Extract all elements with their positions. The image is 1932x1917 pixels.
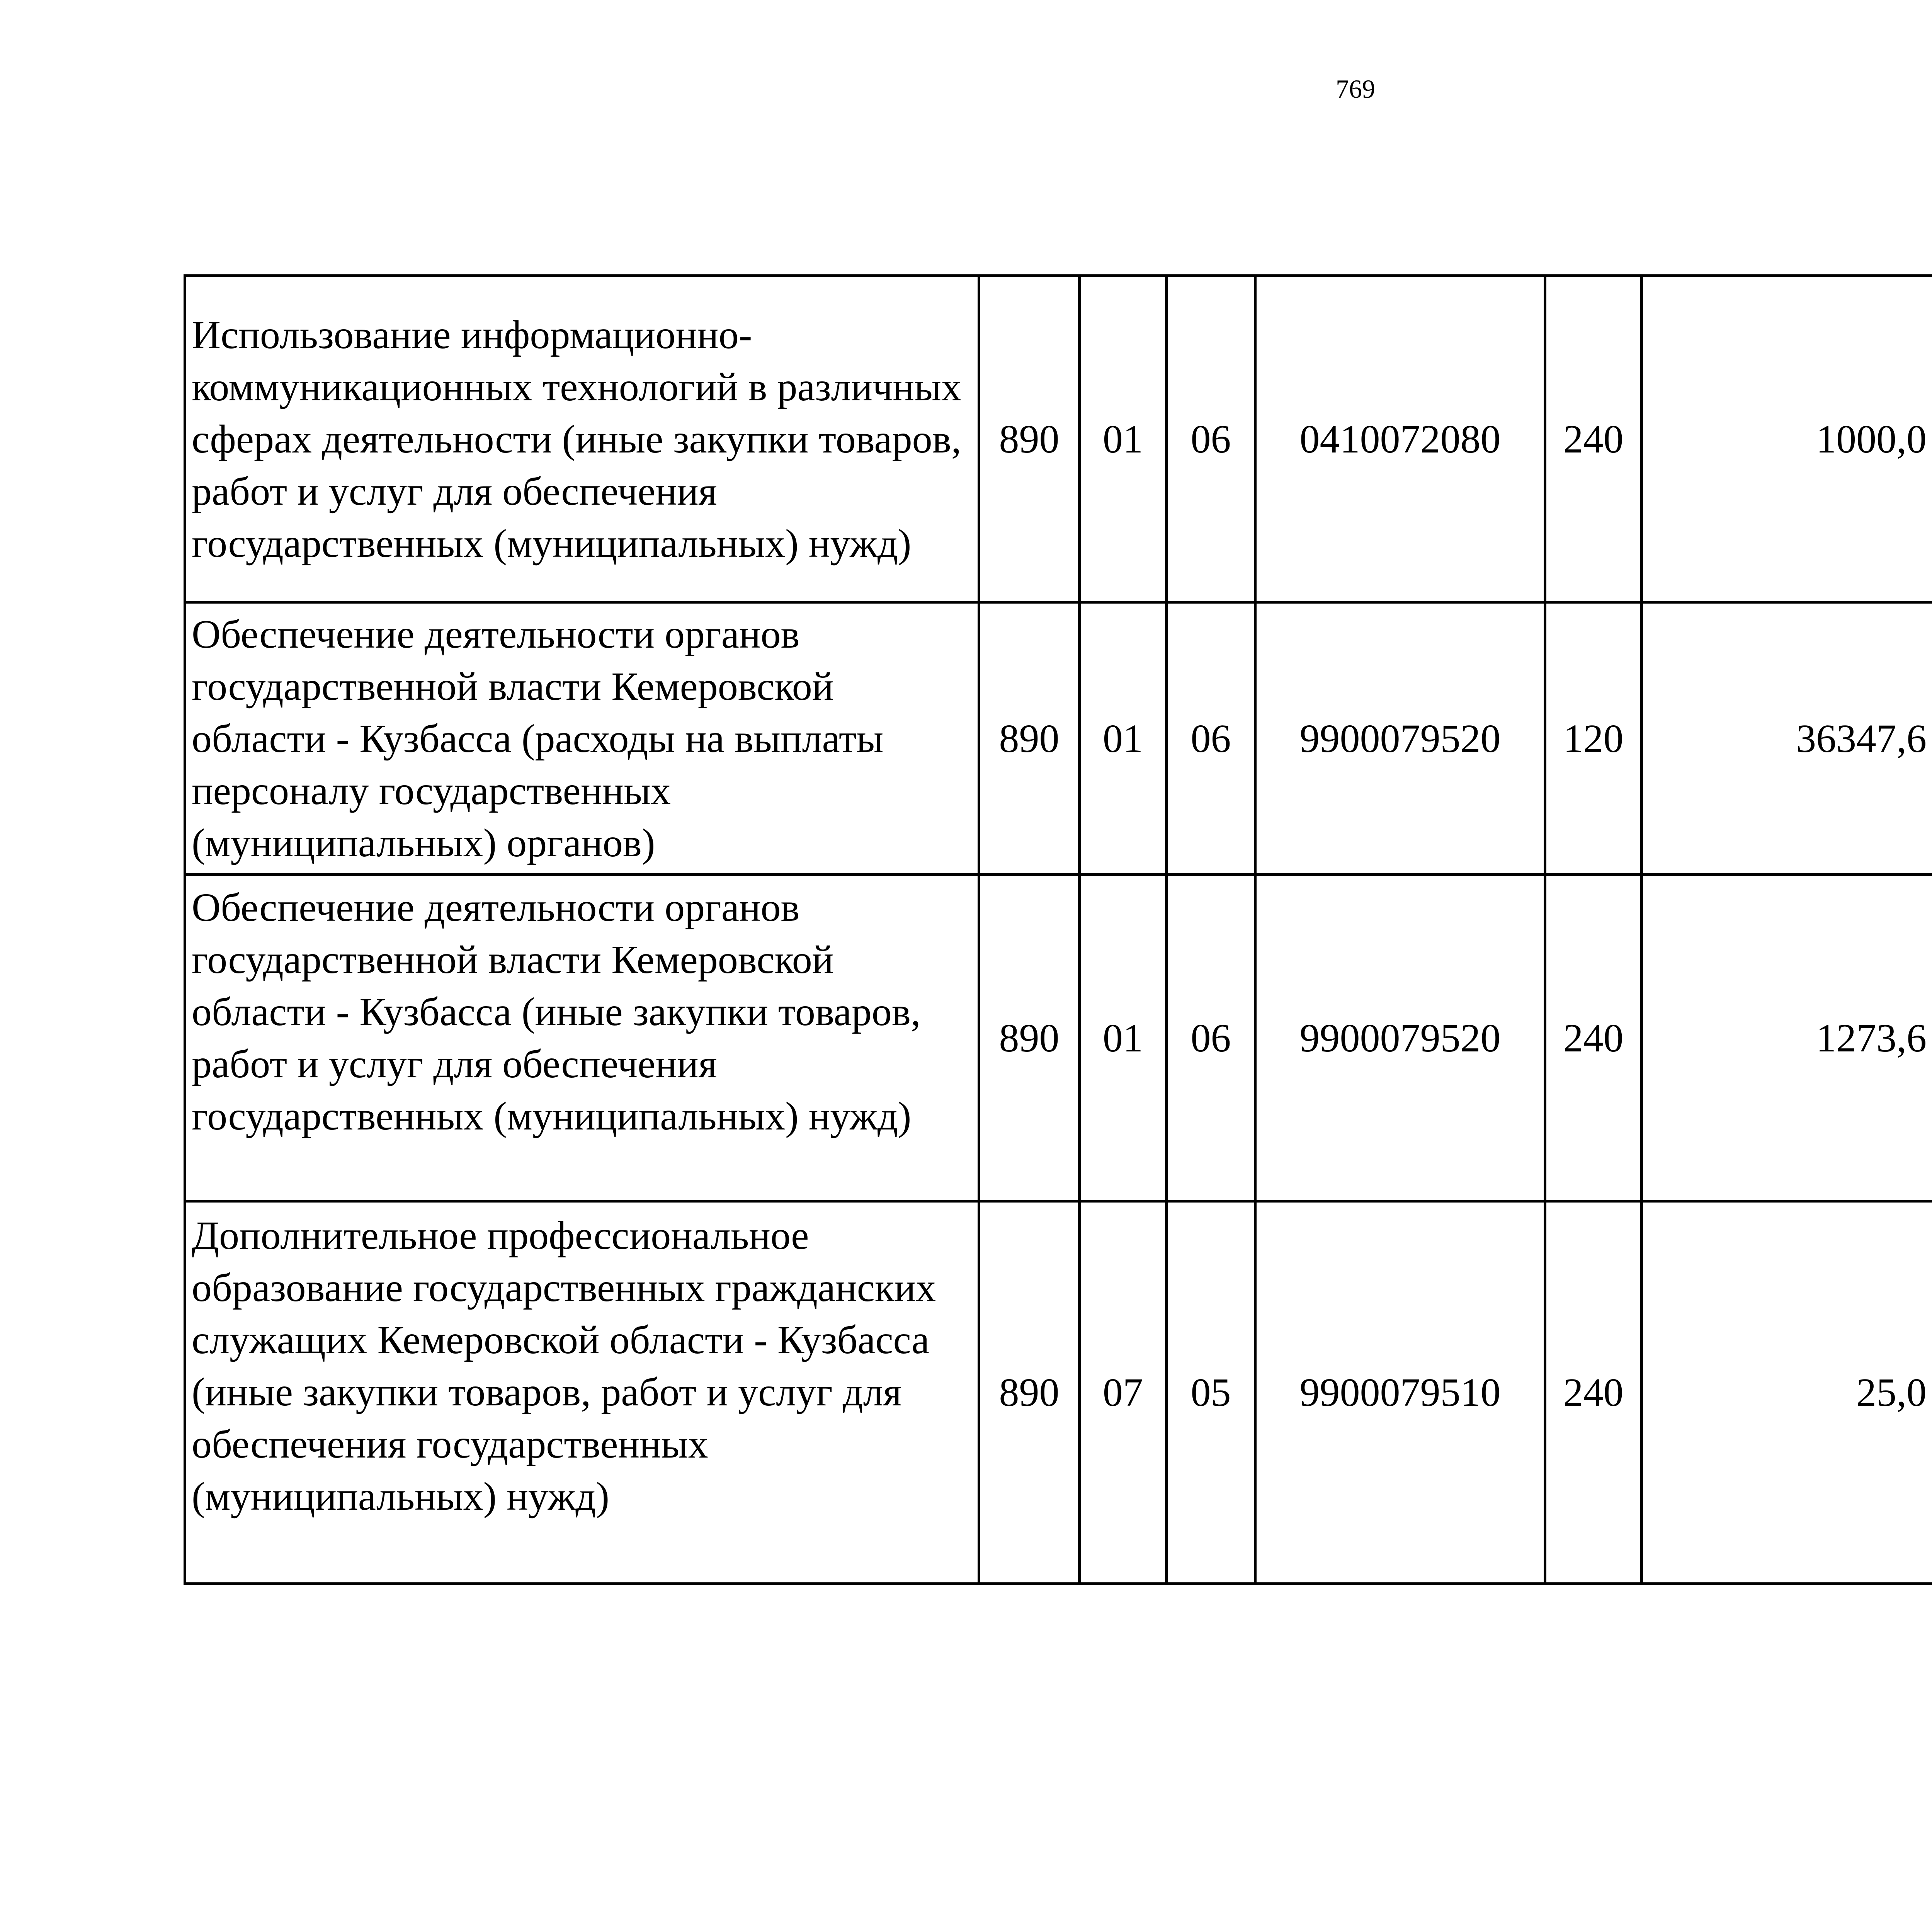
page-number: 769 [1336, 74, 1375, 104]
row-description: Использование информационно-коммуникационных технологий в различных сферах деятельности (иные закупки товаров, работ и услуг для обеспечения государственных (муниципальных) нужд) [185, 276, 979, 602]
expense-type-code: 240 [1545, 1201, 1642, 1584]
ministry-code: 890 [979, 875, 1080, 1201]
section-code: 07 [1080, 1201, 1167, 1584]
section-code: 01 [1080, 276, 1167, 602]
expense-type-code: 120 [1545, 602, 1642, 875]
row-description: Обеспечение деятельности органов государственной власти Кемеровской области - Кузбасса (расходы на выплаты персоналу государственных (муниципальных) органов) [185, 602, 979, 875]
section-code: 01 [1080, 875, 1167, 1201]
table-row [185, 276, 1932, 602]
target-article-code: 9900079520 [1255, 602, 1545, 875]
subsection-code: 06 [1167, 602, 1255, 875]
table-row [185, 602, 1932, 875]
amount-1: 36347,6 [1642, 602, 1932, 875]
budget-table [184, 274, 1932, 1585]
expense-type-code: 240 [1545, 276, 1642, 602]
ministry-code: 890 [979, 1201, 1080, 1584]
amount-1: 1000,0 [1642, 276, 1932, 602]
subsection-code: 05 [1167, 1201, 1255, 1584]
amount-1: 25,0 [1642, 1201, 1932, 1584]
subsection-code: 06 [1167, 276, 1255, 602]
row-description: Дополнительное профессиональное образование государственных гражданских служащих Кемеровской области - Кузбасса (иные закупки товаров, работ и услуг для обеспечения государственных (муниципальных) нужд) [185, 1201, 979, 1584]
ministry-code: 890 [979, 276, 1080, 602]
table-row [185, 1201, 1932, 1584]
row-description: Обеспечение деятельности органов государственной власти Кемеровской области - Кузбасса (иные закупки товаров, работ и услуг для обеспечения государственных (муниципальных) нужд) [185, 875, 979, 1201]
target-article-code: 0410072080 [1255, 276, 1545, 602]
target-article-code: 9900079520 [1255, 875, 1545, 1201]
amount-1: 1273,6 [1642, 875, 1932, 1201]
table-row [185, 875, 1932, 1201]
target-article-code: 9900079510 [1255, 1201, 1545, 1584]
expense-type-code: 240 [1545, 875, 1642, 1201]
ministry-code: 890 [979, 602, 1080, 875]
subsection-code: 06 [1167, 875, 1255, 1201]
section-code: 01 [1080, 602, 1167, 875]
